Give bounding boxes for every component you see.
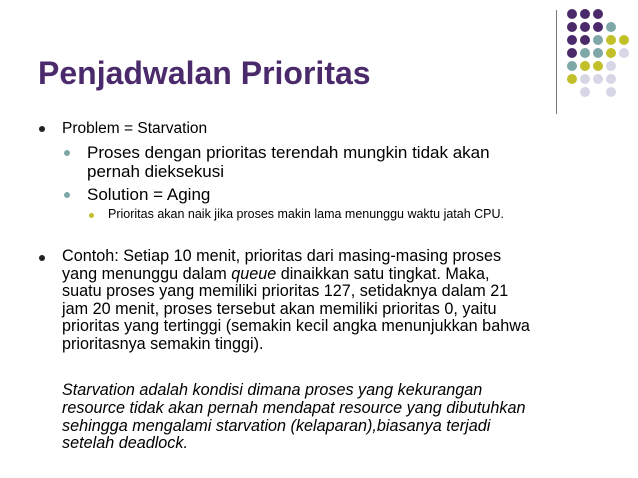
- dot: [619, 35, 629, 45]
- dot: [580, 87, 590, 97]
- bullet-icon: [64, 150, 70, 156]
- definition-line-1: Starvation adalah kondisi dimana proses yang kekurangan: [62, 381, 483, 399]
- title-divider-line: [556, 10, 557, 114]
- definition-line-3: sehingga mengalami starvation (kelaparan),biasanya terjadi: [62, 416, 491, 435]
- bullet-icon: [64, 192, 70, 198]
- definition-paragraph: [62, 382, 607, 453]
- dot: [580, 74, 590, 84]
- definition-line-2: resource tidak akan pernah mendapat resource yang dibutuhkan: [62, 398, 526, 417]
- bullet-icon: [39, 126, 45, 132]
- dot: [580, 35, 590, 45]
- bullet-sub1-line2: pernah dieksekusi: [87, 162, 225, 181]
- example-line-3: suatu proses yang memiliki prioritas 127, setidaknya dalam 21: [62, 282, 509, 301]
- dot: [606, 48, 616, 58]
- example-line-2a: yang menunggu dalam: [62, 264, 232, 283]
- dot: [606, 35, 616, 45]
- example-line-6: prioritasnya semakin tinggi).: [62, 334, 264, 353]
- example-line-4: jam 20 menit, proses tersebut akan memiliki prioritas 0, yaitu: [62, 299, 497, 318]
- dot: [567, 74, 577, 84]
- example-line-2: [62, 266, 607, 284]
- bullet-icon: [89, 213, 94, 218]
- bullet-problem: Problem = Starvation: [62, 120, 208, 137]
- dot: [593, 35, 603, 45]
- example-queue-term: queue: [231, 264, 277, 283]
- dot: [567, 22, 577, 32]
- dot: [567, 35, 577, 45]
- dot: [593, 9, 603, 19]
- dot: [567, 48, 577, 58]
- definition-line-4: setelah deadlock.: [62, 434, 188, 453]
- dot: [567, 9, 577, 19]
- dot: [606, 87, 616, 97]
- bullet-sub1-line1: Proses dengan prioritas terendah mungkin tidak akan: [87, 143, 490, 162]
- dot: [606, 22, 616, 32]
- dot: [580, 9, 590, 19]
- dot: [619, 48, 629, 58]
- dot: [606, 74, 616, 84]
- example-line-2b: dinaikkan satu tingkat. Maka,: [276, 264, 490, 283]
- dot: [567, 61, 577, 71]
- slide-title: Penjadwalan Prioritas: [38, 55, 371, 91]
- dot: [593, 48, 603, 58]
- bullet-sub2: Solution = Aging: [87, 185, 211, 204]
- dot: [593, 61, 603, 71]
- example-line-5: prioritas yang tertinggi (semakin kecil angka menunjukkan bahwa: [62, 317, 530, 336]
- example-paragraph: [62, 248, 607, 354]
- dot: [593, 74, 603, 84]
- example-line-1: Contoh: Setiap 10 menit, prioritas dari masing-masing proses: [62, 247, 502, 265]
- dot: [580, 48, 590, 58]
- dot: [580, 22, 590, 32]
- bullet-sub2-detail: Prioritas akan naik jika proses makin lama menunggu waktu jatah CPU.: [108, 207, 505, 221]
- dot: [593, 22, 603, 32]
- bullet-icon: [39, 255, 45, 261]
- dot: [606, 61, 616, 71]
- dot: [580, 61, 590, 71]
